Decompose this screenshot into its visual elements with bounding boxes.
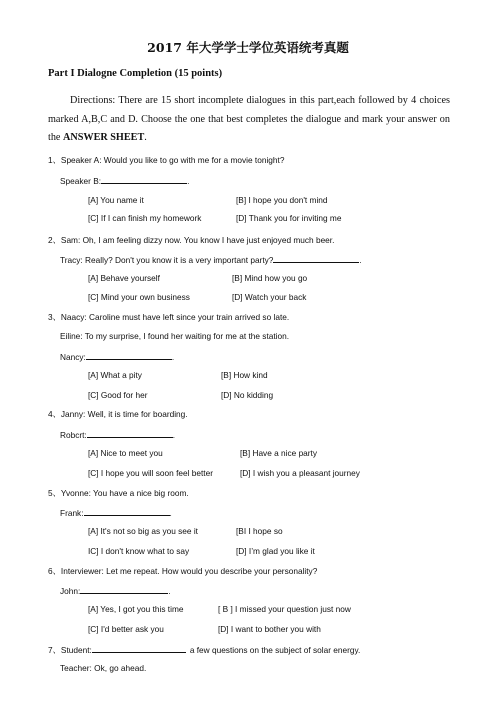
answer-blank [87, 429, 176, 440]
punctuation: . [359, 255, 362, 265]
section-heading: Part I Dialogne Completion (15 points) [48, 68, 223, 79]
speaker-label: 7、Student: [48, 645, 92, 655]
question-6-option-d: [D] I want to bother you with [218, 624, 321, 634]
answer-blank [86, 351, 175, 362]
question-2-prompt: 2、Sam: Oh, I am feeling dizzy now. You know I have just enjoyed much beer. [48, 235, 335, 245]
speaker-label: John: [60, 586, 81, 596]
question-5-option-b: [BI I hope so [236, 526, 283, 536]
question-2-option-d: [D] Watch your back [232, 292, 307, 302]
question-2-option-a: [A] Behave yourself [88, 273, 160, 283]
question-2-option-b: [B] Mind how you go [232, 273, 308, 283]
question-3-option-b: [B] How kind [221, 370, 268, 380]
question-5-option-c: IC] I don't know what to say [88, 546, 190, 556]
punctuation: . [187, 176, 190, 186]
question-1-prompt: 1、Speaker A: Would you like to go with me for a movie tonight? [48, 155, 285, 165]
question-4-option-d: [D] I wish you a pleasant journey [240, 468, 360, 478]
question-1-option-b: [B] I hope you don't mind [236, 195, 328, 205]
question-7-continuation: a few questions on the subject of solar energy. [189, 645, 361, 655]
directions-text: Directions: There are 15 short incomplete dialogues in this part,each followed by 4 choices marked A,B,C and D. Choose the one that best completes the dialogue and mark your answer on the [48, 95, 450, 143]
answer-sheet-label: ANSWER SHEET [63, 132, 145, 143]
question-7-prompt [48, 644, 360, 655]
question-2-response [60, 254, 362, 265]
question-3-prompt: 3、Naacy: Caroline must have left since your train arrived so late. [48, 312, 290, 322]
answer-blank [273, 254, 362, 265]
question-6-option-b: [ B ] I missed your question just now [218, 604, 351, 614]
speaker-label: Frank: [60, 508, 84, 518]
question-5-option-d: [D] I’m glad you like it [236, 546, 315, 556]
question-6-option-c: [C] I'd better ask you [88, 624, 164, 634]
answer-blank [80, 585, 171, 596]
question-3-option-a: [A] What a pity [88, 370, 142, 380]
question-6-prompt: 6、Interviewer: Let me repeat. How would you describe your personality? [48, 566, 318, 576]
question-4-response [60, 429, 175, 440]
question-5-response [60, 507, 172, 518]
directions-paragraph [48, 92, 450, 148]
question-1-option-a: [A] You name it [88, 195, 144, 205]
question-4-prompt: 4、Janny: Well, it is time for boarding. [48, 409, 188, 419]
question-4-option-c: [C] I hope you will soon feel better [88, 468, 213, 478]
question-3-option-c: [C] Good for her [88, 390, 148, 400]
question-3-line-2: Eiline: To my surprise, I found her waiting for me at the station. [60, 331, 290, 341]
answer-blank [92, 644, 186, 653]
directions-end: . [144, 132, 147, 143]
speaker-label: Speaker B: [60, 176, 102, 186]
question-6-response [60, 585, 171, 596]
question-3-option-d: [D] No kidding [221, 390, 274, 400]
question-1-response [60, 175, 189, 186]
question-1-option-c: [C] If I can finish my homework [88, 213, 202, 223]
answer-blank [101, 175, 190, 186]
question-2-option-c: [C] Mind your own business [88, 292, 190, 302]
question-5-prompt: 5、Yvonne: You have a nice big room. [48, 488, 189, 498]
punctuation: . [169, 508, 172, 518]
speaker-label: Robcrt: [60, 430, 87, 440]
page-title: 2017 年大学学士学位英语统考真题 [147, 40, 349, 55]
question-7-line-2: Teacher: Ok, go ahead. [60, 663, 147, 673]
question-5-option-a: [A] It's not so big as you see it [88, 526, 198, 536]
question-4-option-a: [A] Nice to meet you [88, 448, 163, 458]
speaker-label: Nancy: [60, 352, 86, 362]
question-6-option-a: [A] Yes, I got you this time [88, 604, 184, 614]
question-3-response [60, 351, 174, 362]
answer-blank [84, 507, 170, 516]
question-1-option-d: [D] Thank you for inviting me [236, 213, 342, 223]
punctuation: . [168, 586, 171, 596]
punctuation: . [172, 430, 176, 440]
speaker-line: Tracy: Really? Don't you know it is a very important party? [60, 255, 274, 265]
question-4-option-b: [B] Have a nice party [240, 448, 318, 458]
punctuation: . [171, 352, 175, 362]
